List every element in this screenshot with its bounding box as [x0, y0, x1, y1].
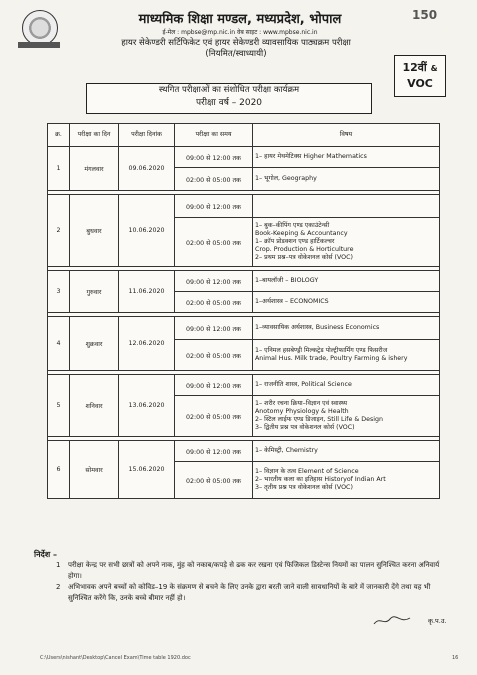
cell-subject — [253, 195, 440, 218]
subject-line: Crop. Production & Horticulture — [255, 246, 354, 253]
subject-line: 2– भारतीय कला का इतिहास Historyof Indian Art — [255, 476, 386, 483]
seal-ribbon — [18, 42, 60, 48]
subject-line: 1– केमिस्ट्री, Chemistry — [255, 447, 318, 454]
cell-sr: 4 — [48, 317, 70, 371]
cell-subject — [253, 441, 440, 462]
subject-line: 1– विज्ञान के तत्व Element of Science — [255, 468, 359, 475]
cell-day: मंगलवार — [70, 147, 119, 191]
table-row — [48, 195, 440, 218]
cell-time: 09:00 से 12:00 तक — [175, 375, 253, 396]
anniversary-emblem — [412, 8, 462, 42]
header-subject: विषय — [253, 124, 440, 147]
cell-time: 02:00 से 05:00 तक — [175, 462, 253, 499]
instruction-text: अभिभावक अपने बच्चों को कोविड–19 के संक्रमण से बचने के लिए उनके द्वारा बरती जाने वाली सावधानियों के बारे में जानकारी देंगे तथा यह भी सुनिश्चित करेंगे कि, उनके बच्चे बीमार नहीं हो। — [68, 583, 431, 602]
subject-line: Book-Keeping & Accountancy — [255, 230, 348, 237]
cell-subject — [253, 292, 440, 313]
subject-line: 3– तृतीय प्रश्न पत्र वोकेशनल कोर्स (VOC) — [255, 484, 353, 491]
cell-time: 09:00 से 12:00 तक — [175, 147, 253, 168]
exam-line-1: हायर सेकेण्डरी सर्टिफिकेट एवं हायर सेकेण्डरी व्यावसायिक पाठ्यक्रम परीक्षा — [121, 38, 351, 48]
table-header-row — [48, 124, 440, 147]
cell-subject — [253, 271, 440, 292]
cell-time: 02:00 से 05:00 तक — [175, 396, 253, 437]
cell-date: 09.06.2020 — [119, 147, 175, 191]
cell-date: 12.06.2020 — [119, 317, 175, 371]
grade-amp: & — [430, 64, 438, 73]
table-row — [48, 271, 440, 292]
cell-day: बुधवार — [70, 195, 119, 267]
subject-line: 2– प्रथम प्रश्न–पत्र वोकेशनल कोर्स (VOC) — [255, 254, 353, 261]
cell-subject — [253, 462, 440, 499]
cell-sr: 3 — [48, 271, 70, 313]
cell-time: 02:00 से 05:00 तक — [175, 168, 253, 191]
grade-voc: VOC — [407, 77, 433, 90]
cell-date: 13.06.2020 — [119, 375, 175, 437]
subject-line: 1– बुक–कीपिंग एण्ड एकाउंटेन्सी — [255, 222, 330, 229]
cell-day: सोमवार — [70, 441, 119, 499]
contact-line: ई-मेल : mpbse@mp.nic.in वेब साइट : www.mpbse.nic.in — [162, 29, 318, 36]
board-name: माध्यमिक शिक्षा मण्डल, मध्यप्रदेश, भोपाल — [138, 12, 342, 27]
subject-line: 1–बायलॉजी – BIOLOGY — [255, 277, 319, 284]
cell-day: शुक्रवार — [70, 317, 119, 371]
instruction-number: 2 — [56, 583, 61, 591]
signature-scribble — [372, 614, 412, 630]
table-row — [48, 441, 440, 462]
instructions — [34, 549, 454, 604]
subject-line: 1– हायर मेथमेटिक्स Higher Mathematics — [255, 153, 367, 160]
cell-time: 02:00 से 05:00 तक — [175, 292, 253, 313]
header-date: परीक्षा दिनांक — [119, 124, 175, 147]
title-line-1: स्थगित परीक्षाओं का संशोधित परीक्षा कार्यक्रम — [158, 85, 300, 95]
subject-line: Animal Hus. Milk trade, Poultry Farming & ishery — [255, 355, 408, 362]
subject-line: 3– द्वितीय प्रश्न पत्र वोकेशनल कोर्स (VOC) — [255, 424, 355, 431]
exam-schedule-table — [47, 123, 440, 499]
cell-day: शनिवार — [70, 375, 119, 437]
instruction-item — [34, 560, 454, 582]
instruction-number: 1 — [56, 561, 61, 569]
cell-time: 09:00 से 12:00 तक — [175, 441, 253, 462]
cell-subject — [253, 396, 440, 437]
cell-day: गुरुवार — [70, 271, 119, 313]
grade-box — [394, 55, 446, 97]
table-row — [48, 317, 440, 340]
cell-subject — [253, 340, 440, 371]
subject-line: 1–व्यावसायिक अर्थशास्त्र, Business Economics — [255, 324, 380, 331]
cell-time: 02:00 से 05:00 तक — [175, 340, 253, 371]
cell-subject — [253, 317, 440, 340]
subject-line: Anotomy Physiology & Health — [255, 408, 349, 415]
cell-date: 11.06.2020 — [119, 271, 175, 313]
header-day: परीक्षा का दिन — [70, 124, 119, 147]
instructions-title: निर्देश – — [34, 550, 57, 559]
signature-abbrev: कृ.प.उ. — [428, 617, 447, 625]
header-time: परीक्षा का समय — [175, 124, 253, 147]
cell-time: 02:00 से 05:00 तक — [175, 218, 253, 267]
cell-time: 09:00 से 12:00 तक — [175, 271, 253, 292]
cell-sr: 1 — [48, 147, 70, 191]
file-path-footer: C:\Users\nishant\Desktop\Cancel Exam\Time table 1920.doc — [40, 655, 191, 661]
cell-subject — [253, 147, 440, 168]
emblem-number: 150 — [412, 8, 438, 22]
cell-time: 09:00 से 12:00 तक — [175, 317, 253, 340]
subject-line: 1–अर्थशास्त्र – ECONOMICS — [255, 298, 329, 305]
cell-date: 15.06.2020 — [119, 441, 175, 499]
subject-line: 1– क्रॉप प्रोडक्शन एण्ड हार्टिकल्चर — [255, 238, 335, 245]
table-row — [48, 375, 440, 396]
cell-time: 09:00 से 12:00 तक — [175, 195, 253, 218]
header-sr: क्र. — [48, 124, 70, 147]
title-line-2: परीक्षा वर्ष – 2020 — [195, 98, 263, 108]
cell-sr: 6 — [48, 441, 70, 499]
board-seal-logo — [22, 10, 58, 46]
title-box — [86, 83, 372, 114]
page-number: 16 — [452, 655, 459, 661]
cell-sr: 5 — [48, 375, 70, 437]
cell-date: 10.06.2020 — [119, 195, 175, 267]
instruction-text: परीक्षा केन्द्र पर सभी छात्रों को अपने नाक, मुंह को नकाब/कपड़े से ढक कर रखना एवं फिजिकल डिस्टेन्स नियमों का पालन सुनिश्चित करना अनिवार्य होगा। — [68, 561, 440, 580]
subject-line: 1– राजनीति शास्त्र, Political Science — [255, 381, 352, 388]
subject-line: 1– शरीर रचना क्रिया–विज्ञान एवं स्वास्थ्य — [255, 400, 348, 407]
exam-line-2: (नियमित/स्वाध्यायी) — [205, 49, 267, 59]
subject-line: 1– भूगोल, Geography — [255, 175, 317, 182]
grade-label: 12वीं — [402, 61, 427, 74]
subject-line: 2– स्टिल लाईफ एण्ड डिजाइन, Still Life & Design — [255, 416, 383, 423]
subject-line: 1– एनिमल हसबेण्ड्री मिल्कट्रेड पोल्ट्रीफार्मिंग एण्ड फिसरीज — [255, 347, 388, 354]
cell-subject — [253, 168, 440, 191]
table-row — [48, 147, 440, 168]
exam-name — [86, 38, 386, 60]
cell-subject — [253, 218, 440, 267]
instruction-item — [34, 582, 454, 604]
cell-sr: 2 — [48, 195, 70, 267]
cell-subject — [253, 375, 440, 396]
